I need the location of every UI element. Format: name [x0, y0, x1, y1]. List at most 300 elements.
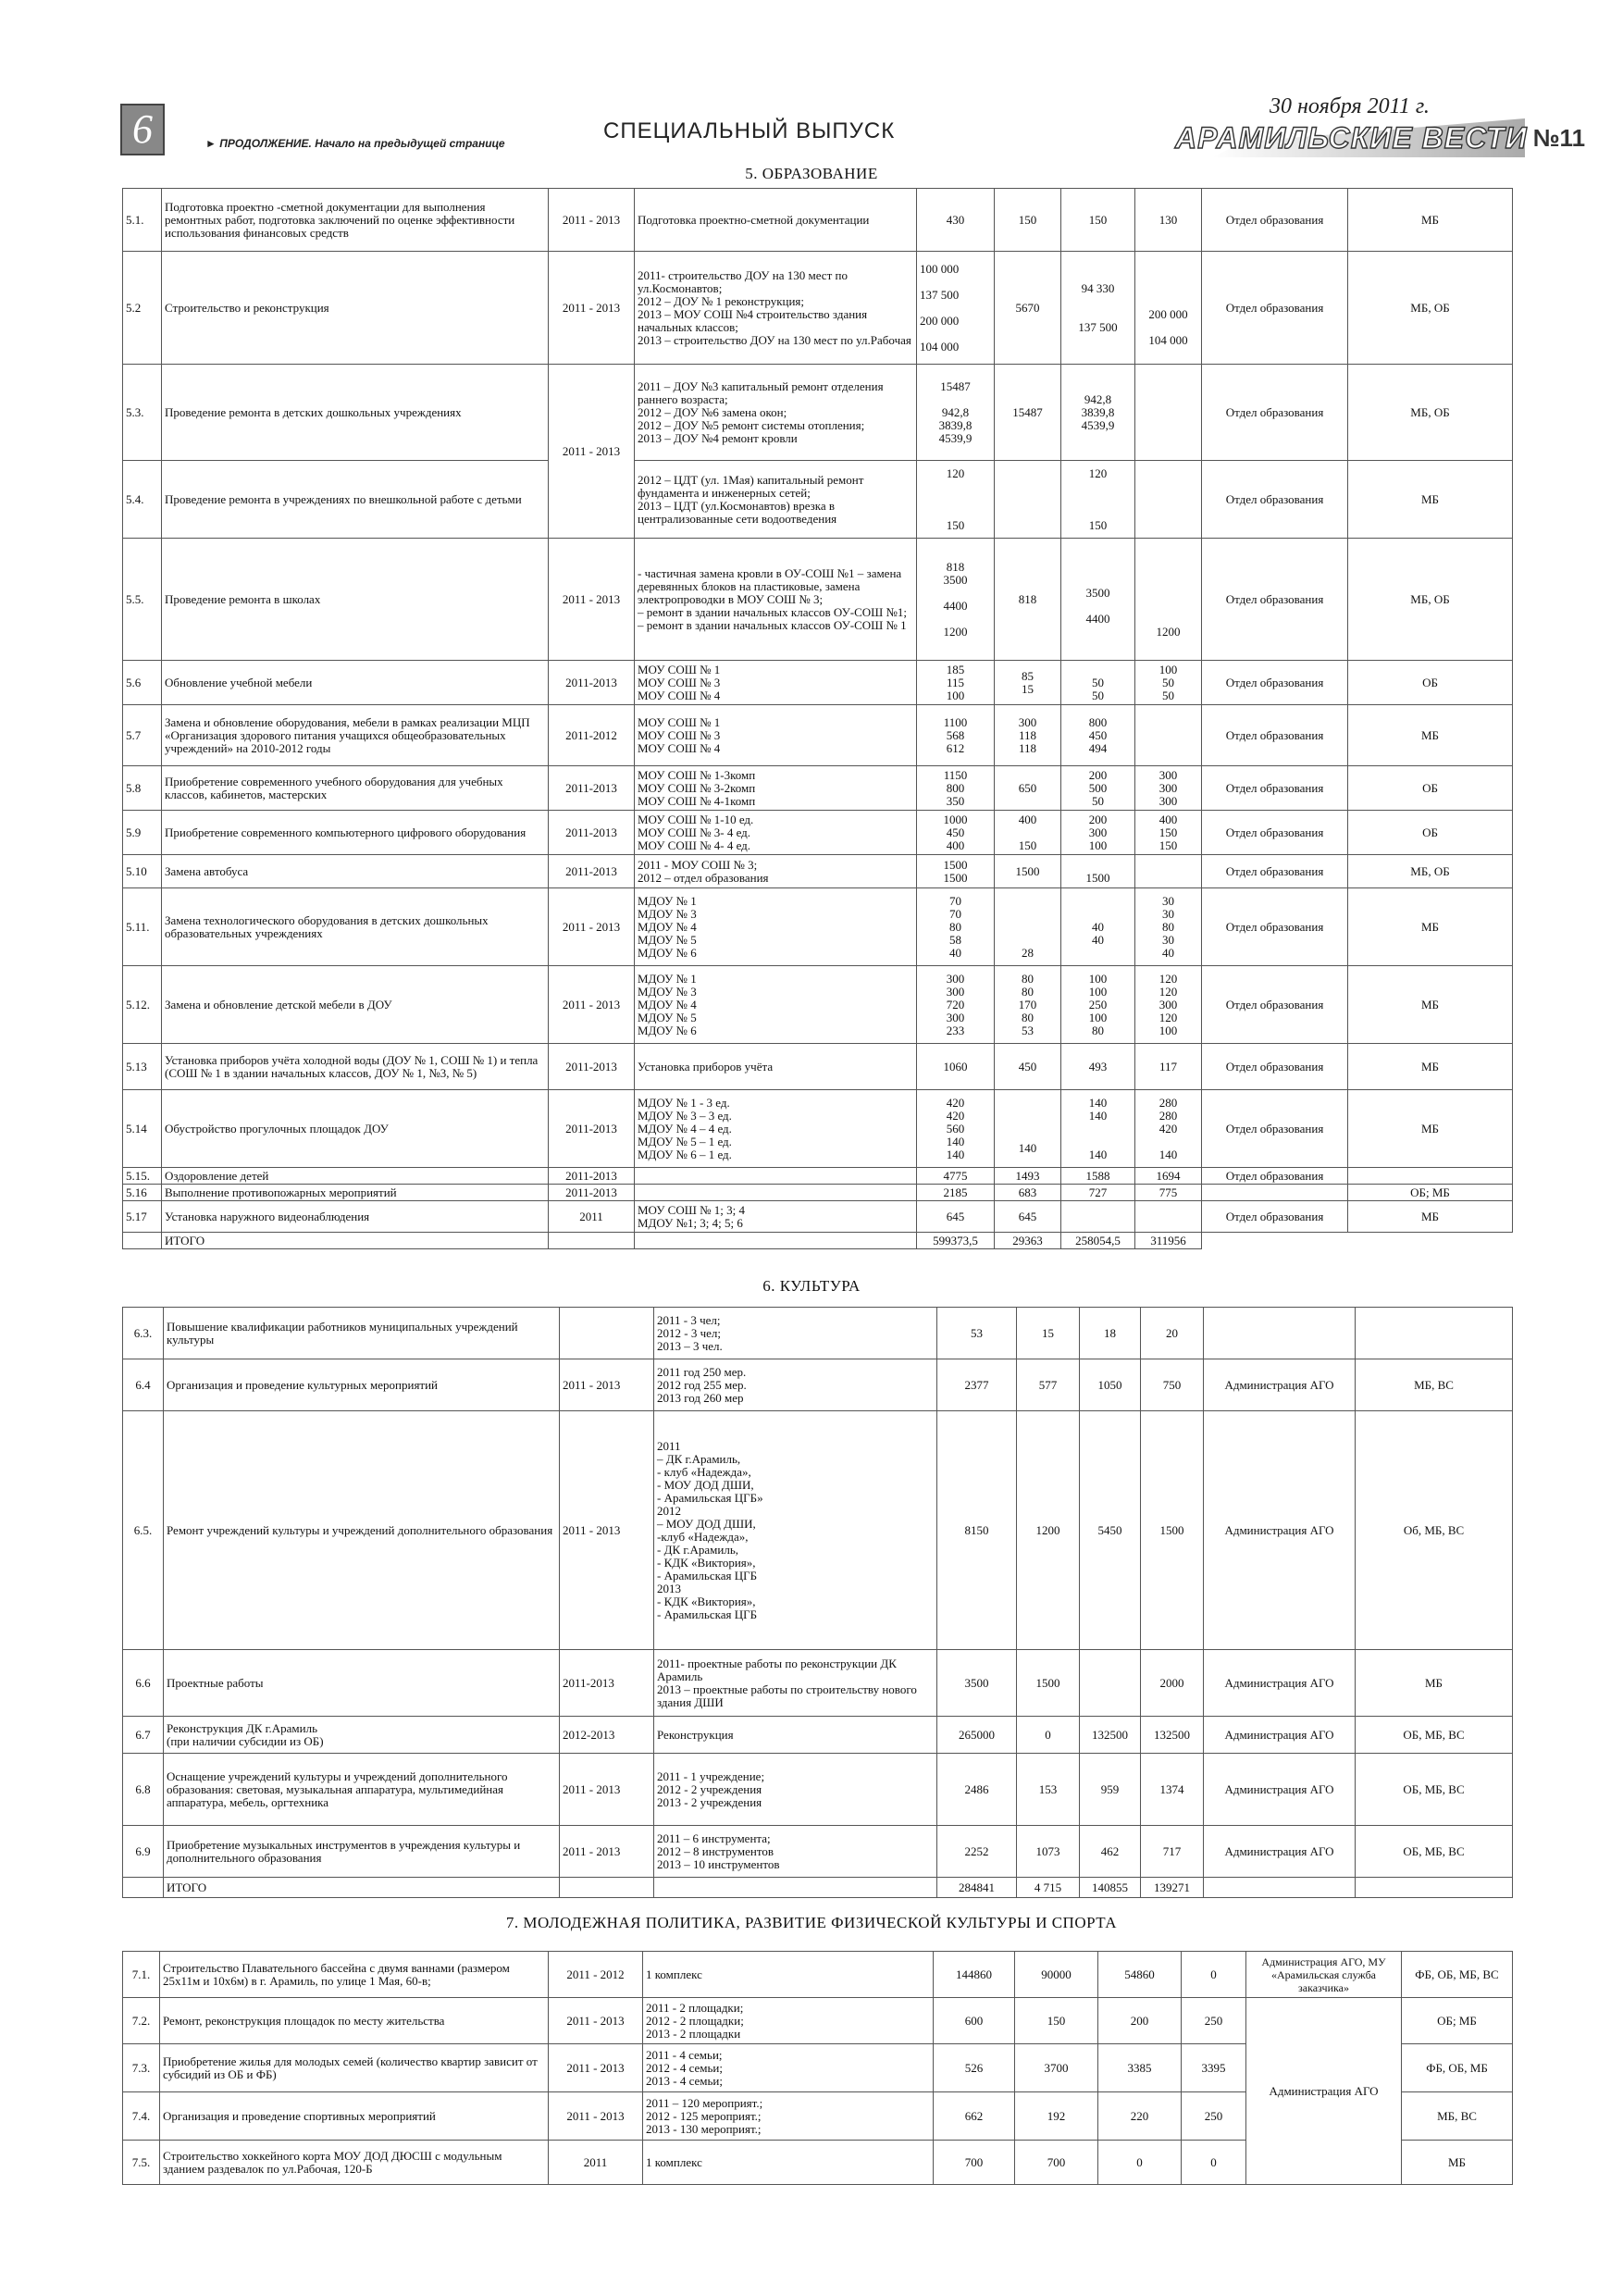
- amount-2011: 300 118 118: [995, 705, 1061, 766]
- table-row: [123, 252, 1513, 365]
- amount-2013: 400 150 150: [1135, 811, 1202, 855]
- period: 2011-2013: [549, 1090, 635, 1168]
- amount-2012: 140 140 140: [1061, 1090, 1135, 1168]
- row-number: [123, 1878, 164, 1898]
- table-row: [123, 1308, 1513, 1359]
- activity-name: Проведение ремонта в школах: [162, 539, 549, 661]
- amount-2012: [1061, 1201, 1135, 1233]
- activity-details: МДОУ № 1 МДОУ № 3 МДОУ № 4 МДОУ № 5 МДОУ № 6: [635, 966, 917, 1044]
- amount-2011: 15: [1017, 1308, 1080, 1359]
- row-number: 5.4.: [123, 461, 162, 539]
- activity-details: 2011 – 120 мероприят.; 2012 - 125 мероприят.; 2013 - 130 мероприят.;: [643, 2092, 934, 2141]
- activity-details: 2011 - 2 площадки; 2012 - 2 площадки; 2013 - 2 площадки: [643, 1998, 934, 2044]
- period: 2011 - 2013: [549, 2092, 643, 2141]
- activity-name: Замена и обновление детской мебели в ДОУ: [162, 966, 549, 1044]
- total-amount: 100 000 137 500 200 000 104 000: [917, 252, 995, 365]
- period: 2011-2013: [549, 1185, 635, 1201]
- empty-cell: [1204, 1878, 1356, 1898]
- activity-name: Установка приборов учёта холодной воды (ДОУ № 1, СОШ № 1) и тепла (СОШ № 1 в здании начальных классов, ДОУ № 1, №3, № 5): [162, 1044, 549, 1090]
- row-number: 6.8: [123, 1754, 164, 1826]
- total-amount: 70 70 80 58 40: [917, 888, 995, 966]
- page-number: 6: [132, 106, 153, 152]
- table-row: [123, 811, 1513, 855]
- activity-name: Приобретение музыкальных инструментов в учреждения культуры и дополнительного образования: [164, 1826, 560, 1878]
- total-amount: 4775: [917, 1168, 995, 1185]
- activity-name: Приобретение современного компьютерного цифрового оборудования: [162, 811, 549, 855]
- activity-details: МОУ СОШ № 1 МОУ СОШ № 3 МОУ СОШ № 4: [635, 661, 917, 705]
- amount-2012: 54860: [1098, 1952, 1182, 1998]
- amount-2013: 20: [1141, 1308, 1204, 1359]
- amount-2011: 150: [1015, 1998, 1098, 2044]
- total-amount: 265000: [937, 1717, 1017, 1754]
- total-amount: 1000 450 400: [917, 811, 995, 855]
- funding-source: ФБ, ОБ, МБ: [1402, 2044, 1513, 2092]
- row-number: 7.5.: [123, 2141, 160, 2185]
- total-amount: 2486: [937, 1754, 1017, 1826]
- responsible: Отдел образования: [1202, 189, 1348, 252]
- amount-2012: 200 300 100: [1061, 811, 1135, 855]
- section-6-title: 6. КУЛЬТУРА: [762, 1277, 861, 1295]
- empty-cell: [635, 1233, 917, 1249]
- table-row: [123, 1044, 1513, 1090]
- table-row: [123, 766, 1513, 811]
- activity-name: Замена и обновление оборудования, мебели в рамках реализации МЦП «Организация здорового питания учащихся общеобразовательных учреждений» на 2010-2012 годы: [162, 705, 549, 766]
- table-row: [123, 1168, 1513, 1185]
- funding-source: МБ: [1348, 705, 1513, 766]
- masthead: [1175, 118, 1586, 157]
- responsible: Отдел образования: [1202, 252, 1348, 365]
- funding-source: [1356, 1308, 1513, 1359]
- period: 2011 - 2013: [549, 539, 635, 661]
- period: 2011: [549, 1201, 635, 1233]
- amount-2012: 200 500 50: [1061, 766, 1135, 811]
- culture-table: [122, 1307, 1513, 1898]
- funding-source: Об, МБ, ВС: [1356, 1411, 1513, 1650]
- amount-2012: 3500 4400: [1061, 539, 1135, 661]
- period: 2011-2013: [549, 766, 635, 811]
- funding-source: ОБ, МБ, ВС: [1356, 1717, 1513, 1754]
- responsible: Отдел образования: [1202, 365, 1348, 461]
- activity-details: [635, 1185, 917, 1201]
- total-amount: 526: [934, 2044, 1015, 2092]
- row-number: 5.5.: [123, 539, 162, 661]
- funding-source: МБ, ВС: [1356, 1359, 1513, 1411]
- table-row: [123, 1201, 1513, 1233]
- amount-2011: 90000: [1015, 1952, 1098, 1998]
- amount-2011: 153: [1017, 1754, 1080, 1826]
- activity-details: 2011 – ДК г.Арамиль, - клуб «Надежда», - МОУ ДОД ДШИ, - Арамильская ЦГБ» 2012 – МОУ ДОД ДШИ, -клуб «Надежда», - ДК г.Арамиль, - КДК «Виктория», - Арамильская ЦГБ 2013 - КДК «Виктория», - Арамильская ЦГБ: [654, 1411, 937, 1650]
- funding-source: ОБ: [1348, 661, 1513, 705]
- row-number: 5.9: [123, 811, 162, 855]
- amount-2013: 250: [1182, 1998, 1246, 2044]
- period: 2011-2012: [549, 705, 635, 766]
- activity-details: 2011 - 1 учреждение; 2012 - 2 учреждения 2013 - 2 учреждения: [654, 1754, 937, 1826]
- table-row: [123, 888, 1513, 966]
- amount-2013: 250: [1182, 2092, 1246, 2141]
- activity-details: Подготовка проектно-сметной документации: [635, 189, 917, 252]
- amount-2013: 130: [1135, 189, 1202, 252]
- amount-2012: 462: [1080, 1826, 1141, 1878]
- table-row: [123, 1359, 1513, 1411]
- total-amount: 1100 568 612: [917, 705, 995, 766]
- amount-2013: 1200: [1135, 539, 1202, 661]
- amount-2011: 150: [995, 189, 1061, 252]
- total-amount: 700: [934, 2141, 1015, 2185]
- activity-name: Повышение квалификации работников муниципальных учреждений культуры: [164, 1308, 560, 1359]
- responsible: Отдел образования: [1202, 539, 1348, 661]
- row-number: 5.8: [123, 766, 162, 811]
- funding-source: ФБ, ОБ, МБ, ВС: [1402, 1952, 1513, 1998]
- row-number: [123, 1233, 162, 1249]
- row-number: 7.2.: [123, 1998, 160, 2044]
- page-number-box: [120, 104, 165, 155]
- continuation-note: ► ПРОДОЛЖЕНИЕ. Начало на предыдущей странице: [205, 137, 505, 150]
- section-5-title: 5. ОБРАЗОВАНИЕ: [745, 165, 878, 182]
- total-amount: 600: [934, 1998, 1015, 2044]
- responsible: Отдел образования: [1202, 1201, 1348, 1233]
- amount-2012: 727: [1061, 1185, 1135, 1201]
- amount-2012: 1588: [1061, 1168, 1135, 1185]
- activity-name: Строительство Плавательного бассейна с двумя ваннами (размером 25х11м и 10х6м) в г. Арамиль, по улице 1 Мая, 60-в;: [160, 1952, 549, 1998]
- amount-2011: 1073: [1017, 1826, 1080, 1878]
- table-row: [123, 461, 1513, 539]
- amount-2011: 5670: [995, 252, 1061, 365]
- amount-2011: 0: [1017, 1717, 1080, 1754]
- period: 2011-2013: [549, 661, 635, 705]
- period: 2011 - 2013: [560, 1359, 654, 1411]
- amount-2011: 683: [995, 1185, 1061, 1201]
- activity-name: Обустройство прогулочных площадок ДОУ: [162, 1090, 549, 1168]
- funding-source: [1348, 1168, 1513, 1185]
- row-number: 6.9: [123, 1826, 164, 1878]
- responsible: Отдел образования: [1202, 1090, 1348, 1168]
- amount-2012: 1050: [1080, 1359, 1141, 1411]
- table-row: [123, 1952, 1513, 1998]
- responsible: Отдел образования: [1202, 855, 1348, 888]
- table-row: [123, 1998, 1513, 2044]
- amount-2013: 132500: [1141, 1717, 1204, 1754]
- row-number: 5.7: [123, 705, 162, 766]
- activity-details: МОУ СОШ № 1 МОУ СОШ № 3 МОУ СОШ № 4: [635, 705, 917, 766]
- funding-source: МБ, ОБ: [1348, 539, 1513, 661]
- amount-2012: 140855: [1080, 1878, 1141, 1898]
- empty-cell: [549, 1233, 635, 1249]
- funding-source: МБ, ОБ: [1348, 855, 1513, 888]
- activity-details: 1 комплекс: [643, 1952, 934, 1998]
- row-number: 5.13: [123, 1044, 162, 1090]
- amount-2011: 645: [995, 1201, 1061, 1233]
- activity-name: Обновление учебной мебели: [162, 661, 549, 705]
- responsible: Администрация АГО: [1204, 1359, 1356, 1411]
- responsible: [1204, 1308, 1356, 1359]
- total-amount: 599373,5: [917, 1233, 995, 1249]
- total-row: [123, 1878, 1513, 1898]
- amount-2013: 30 30 80 30 40: [1135, 888, 1202, 966]
- amount-2012: 5450: [1080, 1411, 1141, 1650]
- amount-2012: 50 50: [1061, 661, 1135, 705]
- section-7-title: 7. МОЛОДЕЖНАЯ ПОЛИТИКА, РАЗВИТИЕ ФИЗИЧЕСКОЙ КУЛЬТУРЫ И СПОРТА: [505, 1914, 1118, 1931]
- row-number: 6.5.: [123, 1411, 164, 1650]
- funding-source: МБ, ВС: [1402, 2092, 1513, 2141]
- amount-2013: 717: [1141, 1826, 1204, 1878]
- table-row: [123, 1754, 1513, 1826]
- period: 2011 - 2013: [549, 888, 635, 966]
- row-number: 5.17: [123, 1201, 162, 1233]
- issue-number: №11: [1532, 123, 1586, 152]
- amount-2013: 0: [1182, 2141, 1246, 2185]
- activity-details: Установка приборов учёта: [635, 1044, 917, 1090]
- activity-details: 2012 – ЦДТ (ул. 1Мая) капитальный ремонт фундамента и инженерных сетей; 2013 – ЦДТ (ул.Космонавтов) врезка в централизованные сети водоотведения: [635, 461, 917, 539]
- amount-2011: 192: [1015, 2092, 1098, 2141]
- period: 2011 - 2012: [549, 1952, 643, 1998]
- activity-name: Проведение ремонта в детских дошкольных учреждениях: [162, 365, 549, 461]
- table-row: [123, 1717, 1513, 1754]
- activity-name: Замена технологического оборудования в детских дошкольных образовательных учреждениях: [162, 888, 549, 966]
- activity-name: Ремонт учреждений культуры и учреждений дополнительного образования: [164, 1411, 560, 1650]
- total-amount: 2185: [917, 1185, 995, 1201]
- activity-name: Замена автобуса: [162, 855, 549, 888]
- amount-2012: 132500: [1080, 1717, 1141, 1754]
- period: 2011-2013: [549, 1168, 635, 1185]
- funding-source: ОБ: [1348, 811, 1513, 855]
- amount-2012: 200: [1098, 1998, 1182, 2044]
- amount-2012: 220: [1098, 2092, 1182, 2141]
- amount-2012: 0: [1098, 2141, 1182, 2185]
- amount-2012: 800 450 494: [1061, 705, 1135, 766]
- activity-name: Выполнение противопожарных мероприятий: [162, 1185, 549, 1201]
- activity-name: Оздоровление детей: [162, 1168, 549, 1185]
- amount-2013: 300 300 300: [1135, 766, 1202, 811]
- responsible: Администрация АГО: [1204, 1717, 1356, 1754]
- funding-source: МБ: [1348, 1044, 1513, 1090]
- total-amount: 2252: [937, 1826, 1017, 1878]
- funding-source: МБ: [1348, 888, 1513, 966]
- responsible: Администрация АГО: [1204, 1826, 1356, 1878]
- amount-2013: 139271: [1141, 1878, 1204, 1898]
- table-row: [123, 539, 1513, 661]
- total-row: [123, 1233, 1513, 1249]
- empty-cell: [1356, 1878, 1513, 1898]
- activity-details: 2011- строительство ДОУ на 130 мест по ул.Космонавтов; 2012 – ДОУ № 1 реконструкция; 2013 – МОУ СОШ №4 строительство здания начальных классов; 2013 – строительство ДОУ на 130 мест по ул.Рабочая: [635, 252, 917, 365]
- total-amount: 300 300 720 300 233: [917, 966, 995, 1044]
- total-amount: 185 115 100: [917, 661, 995, 705]
- row-number: 5.15.: [123, 1168, 162, 1185]
- period: 2011-2013: [549, 811, 635, 855]
- amount-2012: 942,8 3839,8 4539,9: [1061, 365, 1135, 461]
- period: 2011-2013: [560, 1650, 654, 1717]
- table-row: [123, 189, 1513, 252]
- activity-details: 2011 – 6 инструмента; 2012 – 8 инструментов 2013 – 10 инструментов: [654, 1826, 937, 1878]
- row-number: 5.3.: [123, 365, 162, 461]
- total-amount: 8150: [937, 1411, 1017, 1650]
- amount-2013: 3395: [1182, 2044, 1246, 2092]
- table-row: [123, 1090, 1513, 1168]
- amount-2013: 120 120 300 120 100: [1135, 966, 1202, 1044]
- amount-2013: 311956: [1135, 1233, 1202, 1249]
- period: 2011 - 2013: [560, 1826, 654, 1878]
- activity-details: 2011 год 250 мер. 2012 год 255 мер. 2013 год 260 мер: [654, 1359, 937, 1411]
- row-number: 5.6: [123, 661, 162, 705]
- amount-2013: 280 280 420 140: [1135, 1090, 1202, 1168]
- total-amount: 818 3500 4400 1200: [917, 539, 995, 661]
- special-issue-label: СПЕЦИАЛЬНЫЙ ВЫПУСК: [603, 118, 896, 143]
- funding-source: МБ: [1348, 966, 1513, 1044]
- responsible: Отдел образования: [1202, 766, 1348, 811]
- responsible: Администрация АГО: [1246, 1998, 1402, 2185]
- amount-2013: 750: [1141, 1359, 1204, 1411]
- youth-sport-table: [122, 1951, 1513, 2185]
- amount-2012: 258054,5: [1061, 1233, 1135, 1249]
- activity-details: 2011 - 4 семьи; 2012 - 4 семьи; 2013 - 4 семьи;: [643, 2044, 934, 2092]
- row-number: 6.6: [123, 1650, 164, 1717]
- activity-name: Проведение ремонта в учреждениях по внешкольной работе с детьми: [162, 461, 549, 539]
- total-amount: 1060: [917, 1044, 995, 1090]
- row-number: 5.1.: [123, 189, 162, 252]
- period: [560, 1308, 654, 1359]
- responsible: Отдел образования: [1202, 1044, 1348, 1090]
- responsible: Отдел образования: [1202, 888, 1348, 966]
- amount-2012: 959: [1080, 1754, 1141, 1826]
- responsible: Отдел образования: [1202, 661, 1348, 705]
- activity-name: Приобретение жилья для молодых семей (количество квартир зависит от субсидий из ОБ и ФБ): [160, 2044, 549, 2092]
- total-amount: 420 420 560 140 140: [917, 1090, 995, 1168]
- funding-source: ОБ: [1348, 766, 1513, 811]
- row-number: 5.12.: [123, 966, 162, 1044]
- activity-name: Оснащение учреждений культуры и учреждений дополнительного образования: световая, музыкальная аппаратура, мультимедийная аппаратура, мебель, оргтехника: [164, 1754, 560, 1826]
- amount-2013: 200 000 104 000: [1135, 252, 1202, 365]
- total-label: ИТОГО: [164, 1878, 560, 1898]
- activity-details: 2011 - 3 чел; 2012 - 3 чел; 2013 – 3 чел.: [654, 1308, 937, 1359]
- funding-source: ОБ; МБ: [1348, 1185, 1513, 1201]
- responsible: Отдел образования: [1202, 966, 1348, 1044]
- amount-2013: 100 50 50: [1135, 661, 1202, 705]
- amount-2013: [1135, 1201, 1202, 1233]
- total-amount: 53: [937, 1308, 1017, 1359]
- total-amount: 120 150: [917, 461, 995, 539]
- row-number: 5.2: [123, 252, 162, 365]
- amount-2011: 400 150: [995, 811, 1061, 855]
- activity-name: Установка наружного видеонаблюдения: [162, 1201, 549, 1233]
- funding-source: МБ: [1356, 1650, 1513, 1717]
- masthead-title: АРАМИЛЬСКИЕ ВЕСТИ: [1175, 120, 1528, 155]
- amount-2011: 1200: [1017, 1411, 1080, 1650]
- amount-2013: 1500: [1141, 1411, 1204, 1650]
- funding-source: МБ, ОБ: [1348, 252, 1513, 365]
- funding-source: МБ, ОБ: [1348, 365, 1513, 461]
- responsible: Администрация АГО, МУ «Арамильская служба заказчика»: [1246, 1952, 1402, 1998]
- funding-source: ОБ; МБ: [1402, 1998, 1513, 2044]
- amount-2013: 2000: [1141, 1650, 1204, 1717]
- amount-2013: 1374: [1141, 1754, 1204, 1826]
- table-row: [123, 705, 1513, 766]
- period: 2011 - 2013: [549, 365, 635, 539]
- period: 2011-2013: [549, 855, 635, 888]
- total-amount: 430: [917, 189, 995, 252]
- activity-details: - частичная замена кровли в ОУ-СОШ №1 – замена деревянных блоков на пластиковые, замена электропроводки в МОУ СОШ № 3; – ремонт в здании начальных классов ОУ-СОШ №1; – ремонт в здании начальных классов ОУ-СОШ № 1: [635, 539, 917, 661]
- activity-name: Приобретение современного учебного оборудования для учебных классов, кабинетов, мастерских: [162, 766, 549, 811]
- amount-2011: 4 715: [1017, 1878, 1080, 1898]
- period: 2012-2013: [560, 1717, 654, 1754]
- amount-2012: [1080, 1650, 1141, 1717]
- amount-2011: 80 80 170 80 53: [995, 966, 1061, 1044]
- activity-details: МОУ СОШ № 1-10 ед. МОУ СОШ № 3- 4 ед. МОУ СОШ № 4- 4 ед.: [635, 811, 917, 855]
- period: 2011 - 2013: [549, 1998, 643, 2044]
- amount-2012: 100 100 250 100 80: [1061, 966, 1135, 1044]
- amount-2011: 577: [1017, 1359, 1080, 1411]
- activity-name: Строительство и реконструкция: [162, 252, 549, 365]
- empty-cell: [1348, 1233, 1513, 1249]
- row-number: 7.3.: [123, 2044, 160, 2092]
- activity-details: 2011- проектные работы по реконструкции ДК Арамиль 2013 – проектные работы по строительству нового здания ДШИ: [654, 1650, 937, 1717]
- responsible: Администрация АГО: [1204, 1650, 1356, 1717]
- responsible: Отдел образования: [1202, 705, 1348, 766]
- amount-2013: 117: [1135, 1044, 1202, 1090]
- issue-date: 30 ноября 2011 г.: [1270, 94, 1430, 118]
- period: 2011 - 2013: [549, 252, 635, 365]
- table-row: [123, 966, 1513, 1044]
- total-amount: 284841: [937, 1878, 1017, 1898]
- activity-details: [635, 1168, 917, 1185]
- activity-details: 2011 - МОУ СОШ № 3; 2012 – отдел образования: [635, 855, 917, 888]
- funding-source: МБ: [1402, 2141, 1513, 2185]
- amount-2011: 1493: [995, 1168, 1061, 1185]
- total-amount: 1150 800 350: [917, 766, 995, 811]
- activity-name: Организация и проведение культурных мероприятий: [164, 1359, 560, 1411]
- table-row: [123, 1826, 1513, 1878]
- row-number: 6.3.: [123, 1308, 164, 1359]
- activity-name: Подготовка проектно -сметной документации для выполнения ремонтных работ, подготовка заключений по оценке эффективности использования финансовых средств: [162, 189, 549, 252]
- activity-name: Организация и проведение спортивных мероприятий: [160, 2092, 549, 2141]
- amount-2011: 650: [995, 766, 1061, 811]
- table-row: [123, 1411, 1513, 1650]
- total-amount: 662: [934, 2092, 1015, 2141]
- row-number: 6.7: [123, 1717, 164, 1754]
- funding-source: ОБ, МБ, ВС: [1356, 1826, 1513, 1878]
- period: 2011: [549, 2141, 643, 2185]
- education-table: [122, 188, 1513, 1249]
- responsible: Администрация АГО: [1204, 1754, 1356, 1826]
- period: 2011-2013: [549, 1044, 635, 1090]
- activity-details: 2011 – ДОУ №3 капитальный ремонт отделения раннего возраста; 2012 – ДОУ №6 замена окон; 2012 – ДОУ №5 ремонт системы отопления; 2013 – ДОУ №4 ремонт кровли: [635, 365, 917, 461]
- amount-2011: 85 15: [995, 661, 1061, 705]
- activity-details: 1 комплекс: [643, 2141, 934, 2185]
- total-amount: 144860: [934, 1952, 1015, 1998]
- amount-2011: 15487: [995, 365, 1061, 461]
- activity-details: МОУ СОШ № 1; 3; 4 МДОУ №1; 3; 4; 5; 6: [635, 1201, 917, 1233]
- total-amount: 3500: [937, 1650, 1017, 1717]
- amount-2013: [1135, 461, 1202, 539]
- amount-2013: [1135, 365, 1202, 461]
- activity-details: МОУ СОШ № 1-3комп МОУ СОШ № 3-2комп МОУ СОШ № 4-1комп: [635, 766, 917, 811]
- row-number: 7.1.: [123, 1952, 160, 1998]
- amount-2012: 40 40: [1061, 888, 1135, 966]
- amount-2012: 94 330 137 500: [1061, 252, 1135, 365]
- amount-2013: [1135, 855, 1202, 888]
- period: 2011 - 2013: [549, 966, 635, 1044]
- row-number: 6.4: [123, 1359, 164, 1411]
- funding-source: МБ: [1348, 189, 1513, 252]
- empty-cell: [560, 1878, 654, 1898]
- period: 2011 - 2013: [549, 189, 635, 252]
- row-number: 5.10: [123, 855, 162, 888]
- amount-2012: 493: [1061, 1044, 1135, 1090]
- amount-2013: 0: [1182, 1952, 1246, 1998]
- amount-2012: 1500: [1061, 855, 1135, 888]
- empty-cell: [654, 1878, 937, 1898]
- amount-2011: 3700: [1015, 2044, 1098, 2092]
- activity-name: Строительство хоккейного корта МОУ ДОД ДЮСШ с модульным зданием раздевалок по ул.Рабочая, 120-Б: [160, 2141, 549, 2185]
- funding-source: ОБ, МБ, ВС: [1356, 1754, 1513, 1826]
